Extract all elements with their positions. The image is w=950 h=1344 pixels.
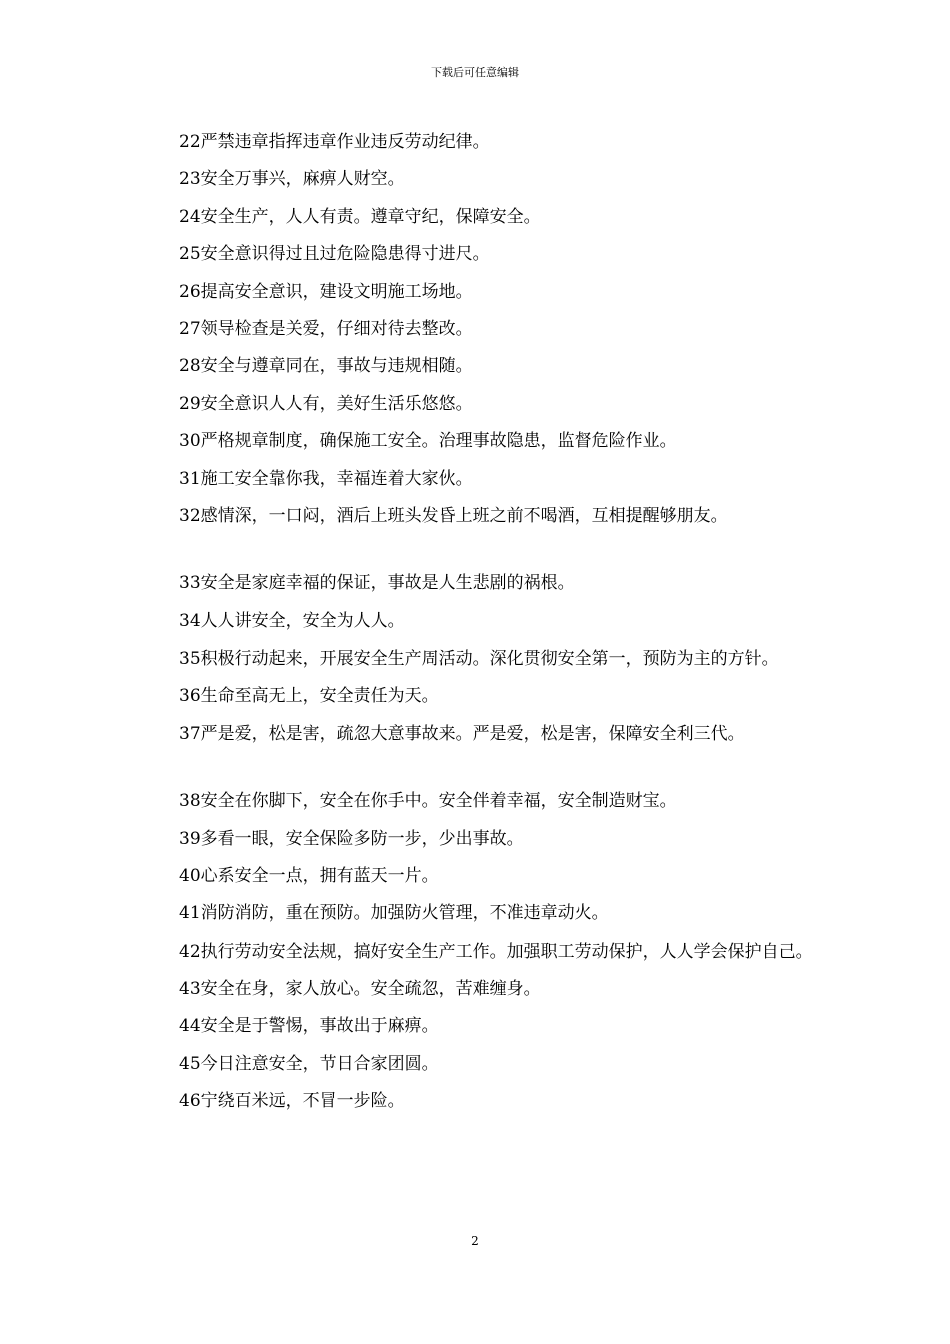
slogan-line-44: 44安全是于警惕，事故出于麻痹。 [179, 1016, 439, 1037]
slogan-line-45: 45今日注意安全，节日合家团圆。 [179, 1053, 439, 1074]
slogan-line-25: 25安全意识得过且过危险隐患得寸进尺。 [179, 244, 490, 265]
slogan-line-40: 40心系安全一点，拥有蓝天一片。 [179, 865, 439, 886]
slogan-line-33: 33安全是家庭幸福的保证，事故是人生悲剧的祸根。 [179, 573, 575, 594]
slogan-line-31: 31施工安全靠你我，幸福连着大家伙。 [179, 468, 473, 489]
slogan-line-22: 22严禁违章指挥违章作业违反劳动纪律。 [179, 132, 490, 152]
slogan-line-41: 41消防消防，重在预防。加强防火管理，不准违章动火。 [179, 903, 609, 924]
slogan-line-34: 34人人讲安全，安全为人人。 [179, 610, 405, 631]
slogan-line-30: 30严格规章制度，确保施工安全。治理事故隐患，监督危险作业。 [179, 431, 677, 452]
slogan-line-26: 26提高安全意识，建设文明施工场地。 [179, 281, 473, 302]
page-number: 2 [471, 1234, 479, 1248]
slogan-line-37: 37严是爱，松是害，疏忽大意事故来。严是爱，松是害，保障安全利三代。 [179, 723, 745, 744]
slogan-line-43: 43安全在身，家人放心。安全疏忽，苦难缠身。 [179, 978, 541, 999]
slogan-line-28: 28安全与遵章同在，事故与违规相随。 [179, 356, 473, 377]
slogan-line-35: 35积极行动起来，开展安全生产周活动。深化贯彻安全第一，预防为主的方针。 [179, 649, 779, 670]
slogan-line-36: 36生命至高无上，安全责任为天。 [179, 686, 439, 707]
paragraph-gap [145, 535, 825, 565]
slogan-line-46: 46宁绕百米远，不冒一步险。 [179, 1090, 405, 1111]
page-header: 下载后可任意编辑 [431, 66, 519, 79]
slogan-line-32: 32感情深，一口闷，酒后上班头发昏上班之前不喝酒，互相提醒够朋友。 [179, 506, 728, 527]
slogan-line-42: 42执行劳动安全法规，搞好安全生产工作。加强职工劳动保护，人人学会保护自己。 [179, 941, 813, 962]
slogan-line-23: 23安全万事兴，麻痹人财空。 [179, 169, 405, 190]
slogan-line-29: 29安全意识人人有，美好生活乐悠悠。 [179, 393, 473, 414]
slogan-line-39: 39多看一眼，安全保险多防一步，少出事故。 [179, 828, 524, 849]
slogan-line-27: 27领导检查是关爱，仔细对待去整改。 [179, 319, 473, 340]
slogan-line-38: 38安全在你脚下，安全在你手中。安全伴着幸福，安全制造财宝。 [179, 791, 677, 812]
slogan-line-24: 24安全生产，人人有责。遵章守纪，保障安全。 [179, 206, 541, 227]
document-body [145, 124, 825, 1120]
paragraph-gap [145, 753, 825, 783]
